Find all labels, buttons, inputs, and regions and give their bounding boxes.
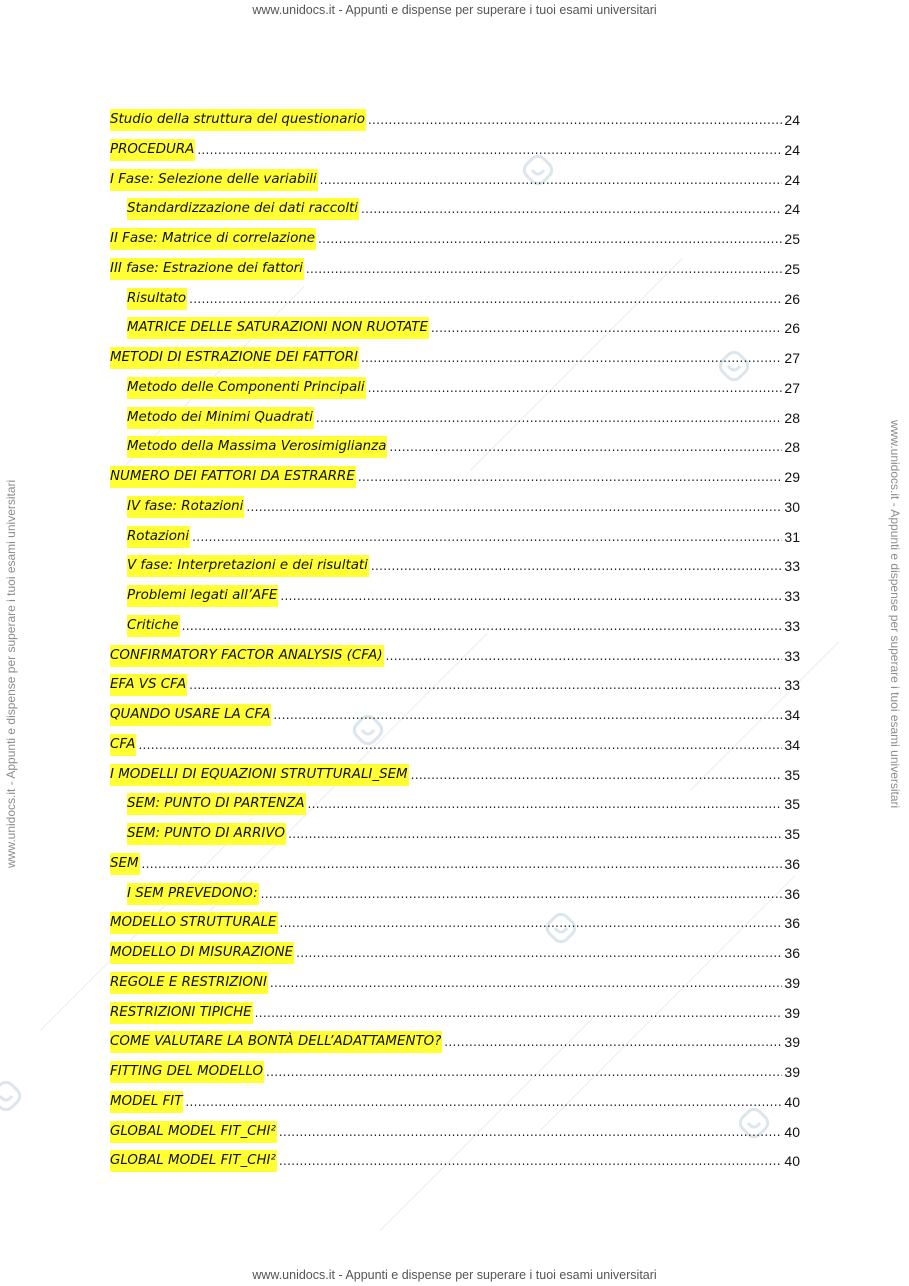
- right-margin-watermark: www.unidocs.it - Appunti e dispense per superare i tuoi esami universitari: [888, 420, 902, 809]
- toc-entry[interactable]: [110, 377, 800, 399]
- toc-entry-page-number: 36: [784, 855, 800, 872]
- toc-entry-page-number: 33: [784, 588, 800, 604]
- toc-entry-title[interactable]: Metodo delle Componenti Principali: [127, 377, 366, 399]
- toc-entry[interactable]: [110, 585, 800, 607]
- toc-entry-title[interactable]: GLOBAL MODEL FIT_CHI²: [110, 1150, 277, 1172]
- toc-entry-title[interactable]: I Fase: Selezione delle variabili: [110, 169, 318, 191]
- toc-entry-page-number: 40: [784, 1153, 800, 1170]
- toc-entry[interactable]: [110, 1121, 800, 1143]
- toc-entry-page-number: 36: [784, 885, 800, 902]
- toc-dot-leader: [320, 169, 783, 191]
- toc-dot-leader: [270, 972, 783, 994]
- toc-dot-leader: [389, 436, 782, 458]
- toc-entry-page-number: 33: [784, 647, 800, 664]
- toc-entry-page-number: 28: [784, 439, 800, 456]
- toc-entry[interactable]: [110, 317, 800, 339]
- toc-dot-leader: [279, 1150, 783, 1172]
- toc-entry[interactable]: [110, 674, 800, 696]
- toc-entry-page-number: 24: [784, 141, 800, 158]
- toc-entry-page-number: 26: [784, 320, 800, 337]
- toc-entry-title[interactable]: RESTRIZIONI TIPICHE: [110, 1002, 253, 1024]
- header-text: www.unidocs.it - Appunti e dispense per superare i tuoi esami universitari: [249, 3, 659, 17]
- left-margin-watermark: www.unidocs.it - Appunti e dispense per superare i tuoi esami universitari: [4, 479, 18, 868]
- toc-entry[interactable]: [110, 198, 800, 220]
- toc-entry[interactable]: [110, 912, 800, 934]
- toc-entry[interactable]: [110, 645, 800, 667]
- toc-entry-page-number: 33: [784, 558, 800, 575]
- toc-entry-title[interactable]: Metodo dei Minimi Quadrati: [127, 407, 314, 429]
- toc-entry-page-number: 28: [784, 409, 800, 426]
- toc-entry[interactable]: [110, 139, 800, 161]
- toc-dot-leader: [142, 853, 783, 875]
- toc-entry-page-number: 39: [784, 1004, 800, 1021]
- toc-dot-leader: [316, 407, 783, 429]
- toc-entry-page-number: 40: [784, 1093, 800, 1110]
- toc-dot-leader: [411, 764, 783, 786]
- toc-entry[interactable]: [110, 883, 800, 905]
- toc-entry-title[interactable]: II Fase: Matrice di correlazione: [110, 228, 316, 250]
- toc-entry-title[interactable]: I MODELLI DI EQUAZIONI STRUTTURALI_SEM: [110, 764, 409, 786]
- footer-text: www.unidocs.it - Appunti e dispense per superare i tuoi esami universitari: [249, 1268, 659, 1282]
- toc-entry-page-number: 29: [784, 469, 800, 485]
- toc-entry-title[interactable]: COME VALUTARE LA BONTÀ DELL’ADATTAMENTO?: [110, 1031, 442, 1053]
- toc-dot-leader: [266, 1061, 782, 1083]
- toc-entry[interactable]: [110, 764, 800, 786]
- toc-entry-title[interactable]: Critiche: [127, 615, 180, 637]
- toc-entry-title[interactable]: GLOBAL MODEL FIT_CHI²: [110, 1121, 277, 1143]
- toc-entry-page-number: 36: [784, 915, 800, 932]
- toc-entry-title[interactable]: PROCEDURA: [110, 139, 195, 161]
- toc-dot-leader: [185, 1091, 782, 1113]
- toc-dot-leader: [246, 496, 782, 518]
- toc-entry-title[interactable]: V fase: Interpretazioni e dei risultati: [127, 555, 369, 577]
- toc-entry-title[interactable]: Metodo della Massima Verosimiglianza: [127, 436, 387, 458]
- toc-entry-page-number: 35: [784, 796, 800, 813]
- toc-dot-leader: [138, 734, 782, 756]
- toc-entry-page-number: 27: [784, 379, 800, 396]
- toc-entry-page-number: 33: [784, 617, 800, 634]
- toc-entry-page-number: 25: [784, 231, 800, 247]
- toc-entry[interactable]: [110, 1002, 800, 1024]
- toc-entry-page-number: 24: [784, 171, 800, 188]
- toc-entry-page-number: 24: [784, 112, 800, 128]
- toc-entry[interactable]: [110, 793, 800, 815]
- toc-entry-page-number: 39: [784, 974, 800, 991]
- toc-entry-title[interactable]: EFA VS CFA: [110, 674, 187, 696]
- toc-entry[interactable]: [110, 823, 800, 845]
- toc-entry-title[interactable]: CONFIRMATORY FACTOR ANALYSIS (CFA): [110, 645, 384, 667]
- toc-dot-leader: [431, 317, 783, 339]
- toc-entry-title[interactable]: NUMERO DEI FATTORI DA ESTRARRE: [110, 466, 356, 488]
- toc-entry-title[interactable]: MATRICE DELLE SATURAZIONI NON RUOTATE: [127, 317, 429, 339]
- toc-entry-page-number: 25: [784, 260, 800, 277]
- toc-entry-page-number: 33: [784, 677, 800, 694]
- toc-entry-title[interactable]: REGOLE E RESTRIZIONI: [110, 972, 268, 994]
- toc-dot-leader: [308, 793, 783, 815]
- toc-dot-leader: [318, 228, 782, 250]
- toc-entry-title[interactable]: MODELLO DI MISURAZIONE: [110, 942, 294, 964]
- toc-entry[interactable]: [110, 942, 800, 964]
- toc-entry[interactable]: [110, 1091, 800, 1113]
- toc-entry-title[interactable]: QUANDO USARE LA CFA: [110, 704, 271, 726]
- unidocs-logo-icon: [0, 1078, 24, 1114]
- toc-dot-leader: [444, 1031, 782, 1053]
- toc-dot-leader: [361, 198, 782, 220]
- toc-entry-page-number: 39: [784, 1064, 800, 1080]
- toc-entry[interactable]: [110, 734, 800, 756]
- toc-entry[interactable]: [110, 228, 800, 250]
- toc-entry-title[interactable]: CFA: [110, 734, 136, 756]
- toc-dot-leader: [280, 912, 783, 934]
- toc-dot-leader: [255, 1002, 783, 1024]
- toc-dot-leader: [273, 704, 782, 726]
- toc-dot-leader: [189, 674, 782, 696]
- toc-entry[interactable]: [110, 466, 800, 488]
- toc-entry[interactable]: [110, 555, 800, 577]
- toc-entry-page-number: 36: [784, 945, 800, 961]
- toc-entry-page-number: 39: [784, 1034, 800, 1051]
- toc-dot-leader: [386, 645, 783, 667]
- toc-entry-page-number: 35: [784, 766, 800, 783]
- toc-entry-title[interactable]: SEM: PUNTO DI ARRIVO: [127, 823, 286, 845]
- toc-dot-leader: [192, 526, 782, 548]
- toc-dot-leader: [261, 883, 783, 905]
- toc-entry-title[interactable]: IV fase: Rotazioni: [127, 496, 244, 518]
- toc-entry[interactable]: [110, 109, 800, 131]
- toc-entry[interactable]: [110, 258, 800, 280]
- toc-entry-title[interactable]: Problemi legati all’AFE: [127, 585, 278, 607]
- toc-entry[interactable]: [110, 1061, 800, 1083]
- toc-dot-leader: [288, 823, 782, 845]
- toc-dot-leader: [368, 109, 783, 131]
- toc-entry-title[interactable]: MODELLO STRUTTURALE: [110, 912, 278, 934]
- page-header: [0, 3, 909, 17]
- toc-dot-leader: [296, 942, 782, 964]
- toc-entry-title[interactable]: Rotazioni: [127, 526, 190, 548]
- toc-entry[interactable]: [110, 1150, 800, 1172]
- toc-entry[interactable]: [110, 615, 800, 637]
- toc-entry[interactable]: [110, 169, 800, 191]
- toc-entry-page-number: 27: [784, 350, 800, 366]
- toc-entry-title[interactable]: SEM: PUNTO DI PARTENZA: [127, 793, 306, 815]
- toc-entry-page-number: 30: [784, 498, 800, 515]
- page-footer: [0, 1268, 909, 1282]
- toc-dot-leader: [280, 585, 782, 607]
- toc-entry[interactable]: [110, 526, 800, 548]
- toc-entry[interactable]: [110, 407, 800, 429]
- toc-entry[interactable]: [110, 853, 800, 875]
- toc-entry-title[interactable]: MODEL FIT: [110, 1091, 183, 1113]
- toc-entry-page-number: 24: [784, 201, 800, 218]
- toc-entry-title[interactable]: FITTING DEL MODELLO: [110, 1061, 264, 1083]
- toc-entry-page-number: 34: [784, 736, 800, 753]
- toc-dot-leader: [189, 288, 782, 310]
- toc-dot-leader: [371, 555, 783, 577]
- toc-entry[interactable]: [110, 288, 800, 310]
- toc-entry[interactable]: [110, 704, 800, 726]
- toc-entry[interactable]: [110, 496, 800, 518]
- toc-dot-leader: [358, 466, 783, 488]
- toc-dot-leader: [306, 258, 783, 280]
- toc-entry-title[interactable]: Studio della struttura del questionario: [110, 109, 366, 131]
- toc-entry-page-number: 35: [784, 826, 800, 842]
- toc-entry[interactable]: [110, 972, 800, 994]
- toc-entry[interactable]: [110, 1031, 800, 1053]
- toc-dot-leader: [361, 347, 782, 369]
- toc-entry-title[interactable]: SEM: [110, 853, 140, 875]
- toc-entry-page-number: 34: [784, 707, 800, 723]
- toc-entry-title[interactable]: Standardizzazione dei dati raccolti: [127, 198, 359, 220]
- toc-entry-title[interactable]: I SEM PREVEDONO:: [127, 883, 259, 905]
- toc-entry-page-number: 40: [784, 1123, 800, 1140]
- toc-dot-leader: [197, 139, 782, 161]
- toc-entry-page-number: 26: [784, 290, 800, 307]
- toc-entry[interactable]: [110, 436, 800, 458]
- toc-dot-leader: [368, 377, 783, 399]
- toc-entry-page-number: 31: [784, 528, 800, 545]
- toc-dot-leader: [279, 1121, 783, 1143]
- toc-entry-title[interactable]: III fase: Estrazione dei fattori: [110, 258, 304, 280]
- toc-entry-title[interactable]: METODI DI ESTRAZIONE DEI FATTORI: [110, 347, 359, 369]
- toc-dot-leader: [182, 615, 783, 637]
- toc-entry-title[interactable]: Risultato: [127, 288, 187, 310]
- toc-entry[interactable]: [110, 347, 800, 369]
